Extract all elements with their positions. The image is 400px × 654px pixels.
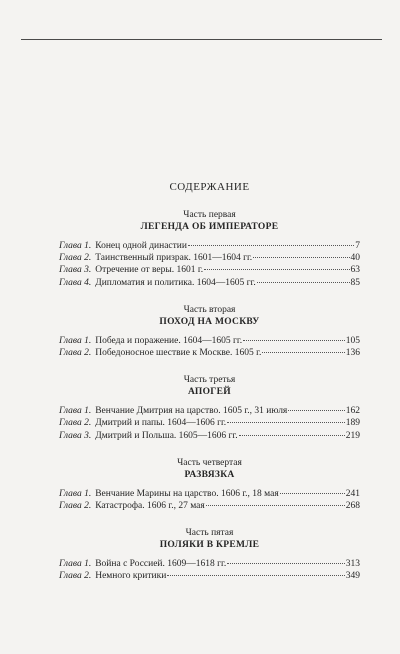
toc-entry [59,558,360,570]
part-1 [59,209,360,289]
chapter-label: Глава 1. [59,241,92,251]
page-number: 189 [345,418,360,429]
part-label: Часть пятая [185,528,234,539]
page-number: 219 [345,430,360,441]
dot-leader [167,575,344,576]
part-label: Часть вторая [183,304,236,315]
page-number: 268 [345,501,360,512]
page-number: 63 [350,265,360,276]
dot-leader [288,410,344,411]
toc-entry [59,417,360,429]
chapter-title: Немного критики [95,571,167,582]
chapter-label: Глава 3. [59,265,92,276]
part-title: РАЗВЯЗКА [184,469,235,480]
toc-entry [59,252,360,264]
part-title: АПОГЕЙ [188,387,231,398]
chapter-label: Глава 4. [59,277,92,288]
toc-entry [59,277,360,289]
chapter-title: Дмитрий и Польша. 1605—1606 гг. [95,430,238,441]
page-number: 313 [345,559,360,570]
chapter-label: Глава 2. [59,253,92,264]
part-5 [59,527,360,582]
part-title: ПОЛЯКИ В КРЕМЛЕ [159,540,260,551]
chapter-label: Глава 2. [59,571,92,582]
toc-entry [59,500,360,512]
page-number: 162 [345,406,360,417]
dot-leader [204,269,349,270]
chapter-title: Отречение от веры. 1601 г. [95,265,204,276]
chapter-title: Конец одной династии [95,241,187,251]
part-2 [59,304,360,359]
dot-leader [188,245,354,246]
chapter-title: Венчание Дмитрия на царство. 1605 г., 31 июля [95,406,288,417]
table-of-contents [59,181,360,598]
chapter-label: Глава 1. [59,559,92,570]
part-label: Часть третья [183,375,236,386]
chapter-label: Глава 3. [59,430,92,441]
dot-leader [227,563,345,564]
chapter-label: Глава 2. [59,418,92,429]
chapter-label: Глава 1. [59,335,92,346]
chapter-title: Катастрофа. 1606 г., 27 мая [95,501,205,512]
chapter-label: Глава 1. [59,488,92,499]
part-4 [59,457,360,512]
toc-title: СОДЕРЖАНИЕ [169,181,250,193]
dot-leader [253,257,349,258]
chapter-title: Дмитрий и папы. 1604—1606 гг. [95,418,227,429]
chapter-title: Дипломатия и политика. 1604—1605 гг. [95,277,256,288]
dot-leader [227,422,345,423]
part-title: ЛЕГЕНДА ОБ ИМПЕРАТОРЕ [140,222,279,232]
page-number: 349 [345,571,360,582]
dot-leader [239,435,345,436]
toc-entry [59,430,360,442]
page-number: 241 [345,488,360,499]
part-label: Часть первая [183,210,236,220]
part-title: ПОХОД НА МОСКВУ [159,316,260,327]
top-rule [21,39,382,40]
chapter-label: Глава 2. [59,501,92,512]
dot-leader [206,505,345,506]
chapter-title: Венчание Марины на царство. 1606 г., 18 мая [95,488,279,499]
dot-leader [262,352,344,353]
chapter-label: Глава 2. [59,348,92,359]
toc-entry [59,335,360,347]
toc-entry [59,347,360,359]
chapter-title: Война с Россией. 1609—1618 гг. [95,559,227,570]
page-number: 85 [350,277,360,288]
chapter-title: Победоносное шествие к Москве. 1605 г. [95,348,262,359]
page-number: 7 [355,241,360,251]
dot-leader [280,493,345,494]
chapter-title: Победа и поражение. 1604—1605 гг. [95,335,243,346]
toc-entry [59,405,360,417]
part-3 [59,374,360,442]
chapter-title: Таинственный призрак. 1601—1604 гг. [95,253,253,264]
toc-entry [59,240,360,252]
toc-entry [59,488,360,500]
page-number: 105 [345,335,360,346]
chapter-label: Глава 1. [59,406,92,417]
toc-entry [59,570,360,582]
page-number: 40 [350,253,360,264]
dot-leader [243,340,345,341]
part-label: Часть четвертая [177,457,242,468]
dot-leader [257,282,350,283]
toc-entry [59,264,360,276]
page-number: 136 [345,348,360,359]
